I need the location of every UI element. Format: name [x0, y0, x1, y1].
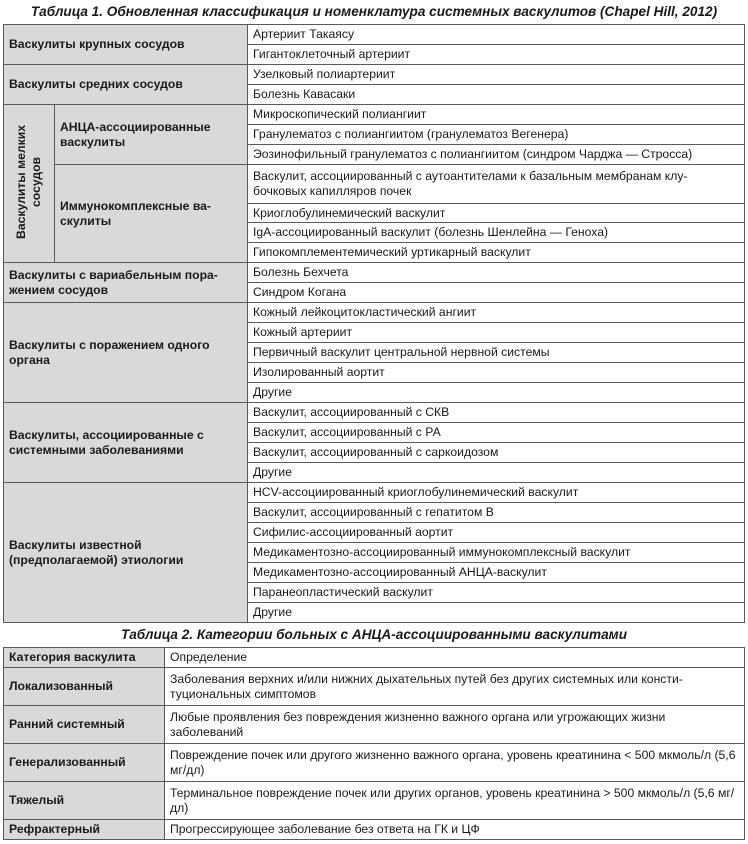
table-header-row: [4, 648, 745, 668]
list-item: Другие: [248, 383, 745, 403]
group-systemic-disease: Васкулиты, ассоциированные с системными заболеваниями: [4, 403, 248, 483]
definition-cell: Любые проявления без повреждения жизненно важного органа или угрожающих жизни заболеваний: [165, 706, 745, 744]
category-cell: Генерализованный: [4, 744, 165, 782]
list-item: Васкулит, ассоциированный с РА: [248, 423, 745, 443]
list-item: Эозинофильный гранулематоз с полиангиитом (синдром Чарджа — Стросса): [248, 145, 745, 165]
list-item: Болезнь Кавасаки: [248, 85, 745, 105]
list-item: Гипокомплементемический уртикарный васкулит: [248, 243, 745, 263]
table1-caption: Таблица 1. Обновленная классификация и номенклатура системных васкулитов (Chapel Hill, 2012): [30, 4, 718, 19]
table-row: [4, 782, 745, 820]
definition-cell: Повреждение почек или другого жизненно важного органа, уровень креатинина < 500 мкмоль/л (5,6 мг/дл): [165, 744, 745, 782]
list-item: Медикаментозно-ассоциированный иммунокомплексный васкулит: [248, 543, 745, 563]
anca-categories-table: [3, 647, 745, 840]
list-item: Кожный лейкоцитокластический ангиит: [248, 303, 745, 323]
table-row: [4, 263, 745, 283]
table-row: [4, 668, 745, 706]
subgroup-anca: АНЦА-ассоциированные васкулиты: [55, 105, 248, 165]
table-row: [4, 483, 745, 503]
subgroup-immune-complex: Иммунокомплексные ва-скулиты: [55, 165, 248, 263]
definition-cell: Терминальное повреждение почек или других органов, уровень креатинина > 500 мкмоль/л (5,6 мг/дл): [165, 782, 745, 820]
list-item: Кожный артериит: [248, 323, 745, 343]
definition-cell: Заболевания верхних и/или нижних дыхательных путей без других системных или консти-туциональных симптомов: [165, 668, 745, 706]
list-item: Васкулит, ассоциированный с СКВ: [248, 403, 745, 423]
list-item: Первичный васкулит центральной нервной системы: [248, 343, 745, 363]
table-row: [4, 820, 745, 840]
list-item: Изолированный аортит: [248, 363, 745, 383]
list-item: Васкулит, ассоциированный с аутоантителами к базальным мембранам клу-бочковых капилляров почек: [248, 165, 745, 204]
list-item: Микроскопический полиангиит: [248, 105, 745, 125]
list-item: Синдром Когана: [248, 283, 745, 303]
table-row: [4, 65, 745, 85]
table-row: [4, 403, 745, 423]
list-item: HCV-ассоциированный криоглобулинемический васкулит: [248, 483, 745, 503]
group-variable-vessels: Васкулиты с вариабельным пора-жением сосудов: [4, 263, 248, 303]
table-row: [4, 105, 745, 125]
header-category: Категория васкулита: [4, 648, 165, 668]
group-small-vessels-label: Васкулиты мелких сосудов: [14, 124, 43, 239]
list-item: Сифилис-ассоциированный аортит: [248, 523, 745, 543]
group-small-vessels: [4, 105, 55, 263]
category-cell: Локализованный: [4, 668, 165, 706]
group-large-vessels: Васкулиты крупных сосудов: [4, 25, 248, 65]
list-item: Криоглобулинемический васкулит: [248, 204, 745, 223]
group-known-etiology: Васкулиты известной (предполагаемой) этиологии: [4, 483, 248, 623]
list-item: Узелковый полиартериит: [248, 65, 745, 85]
list-item: IgA-ассоциированный васкулит (болезнь Шенлейна — Геноха): [248, 223, 745, 243]
list-item: Артериит Такаясу: [248, 25, 745, 45]
table-row: [4, 25, 745, 45]
list-item: Васкулит, ассоциированный с гепатитом В: [248, 503, 745, 523]
header-definition: Определение: [165, 648, 745, 668]
category-cell: Тяжелый: [4, 782, 165, 820]
table2-caption: Таблица 2. Категории больных с АНЦА-ассоциированными васкулитами: [120, 627, 628, 642]
list-item: Гранулематоз с полиангиитом (гранулематоз Вегенера): [248, 125, 745, 145]
list-item: Другие: [248, 603, 745, 623]
table-row: [4, 706, 745, 744]
list-item: Медикаментозно-ассоциированный АНЦА-васкулит: [248, 563, 745, 583]
table-row: [4, 303, 745, 323]
vasculitis-classification-table: [3, 24, 745, 623]
list-item: Паранеопластический васкулит: [248, 583, 745, 603]
list-item: Гигантоклеточный артериит: [248, 45, 745, 65]
group-single-organ: Васкулиты с поражением одного органа: [4, 303, 248, 403]
list-item: Другие: [248, 463, 745, 483]
group-medium-vessels: Васкулиты средних сосудов: [4, 65, 248, 105]
list-item: Болезнь Бехчета: [248, 263, 745, 283]
category-cell: Рефрактерный: [4, 820, 165, 840]
category-cell: Ранний системный: [4, 706, 165, 744]
table-row: [4, 744, 745, 782]
table-row: [4, 165, 745, 204]
list-item: Васкулит, ассоциированный с саркоидозом: [248, 443, 745, 463]
definition-cell: Прогрессирующее заболевание без ответа на ГК и ЦФ: [165, 820, 745, 840]
